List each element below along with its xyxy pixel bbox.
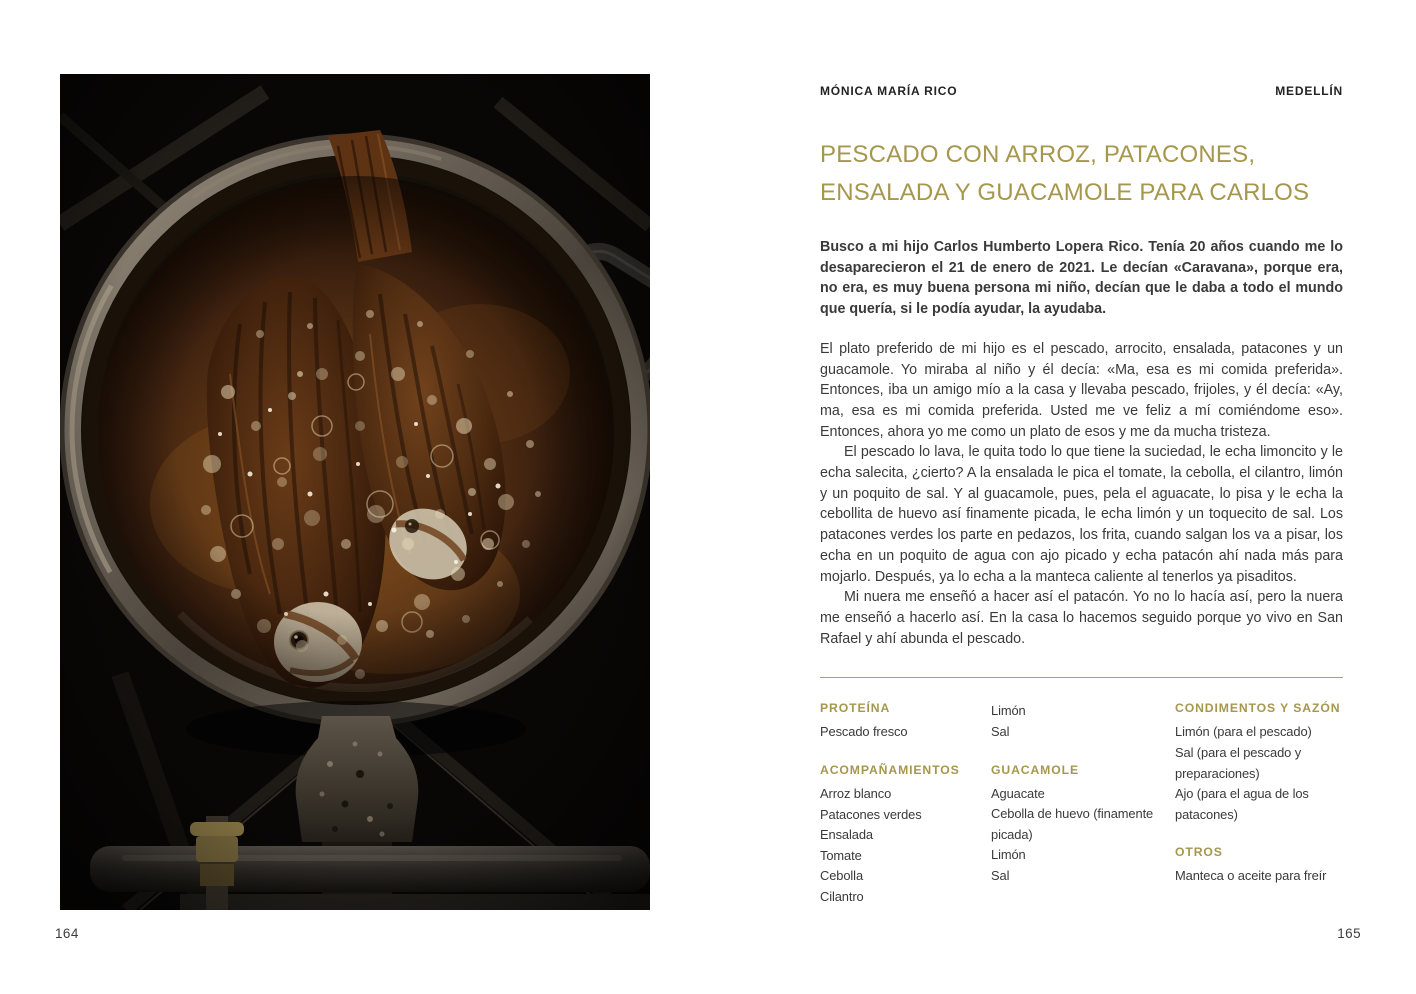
gold-divider-rule bbox=[820, 677, 1343, 678]
ingredient-item: Ensalada bbox=[820, 827, 873, 843]
ingredient-item: Sal bbox=[991, 723, 1010, 739]
ingredient-group-otros bbox=[1175, 845, 1343, 887]
ingredient-group-acompanamientos-continued bbox=[991, 701, 1161, 742]
ingredient-item: Manteca o aceite para freír bbox=[1175, 868, 1327, 884]
recipe-title-line2: ENSALADA Y GUACAMOLE PARA CARLOS bbox=[820, 179, 1310, 206]
ingredients-section bbox=[820, 701, 1343, 907]
intro-paragraph: Busco a mi hijo Carlos Humberto Lopera Rico. Tenía 20 años cuando me lo desaparecieron el 21 de enero de 2021. Le decían «Caravana», porque era, no era, es muy buena persona mi niño, decían que le daba a todo el mundo que quería, si le podía ayudar, la ayudaba. bbox=[820, 239, 1343, 318]
city-name: MEDELLÍN bbox=[1275, 84, 1343, 98]
ingredient-item: Patacones verdes bbox=[820, 806, 922, 822]
ingredient-item: Limón (para el pescado) bbox=[1175, 724, 1312, 740]
ingredient-group-label: PROTEÍNA bbox=[820, 701, 891, 716]
page-number-left: 164 bbox=[55, 926, 79, 941]
ingredient-group-proteina bbox=[820, 701, 977, 743]
ingredient-group-acompanamientos bbox=[820, 763, 977, 908]
ingredient-group-label: ACOMPAÑAMIENTOS bbox=[820, 762, 960, 777]
ingredient-item: Sal (para el pescado y preparaciones) bbox=[1175, 744, 1302, 781]
story-body bbox=[820, 339, 1343, 650]
page-number-right: 165 bbox=[1337, 926, 1361, 941]
ingredient-group-label: CONDIMENTOS Y SAZÓN bbox=[1175, 701, 1341, 716]
ingredient-group-label: OTROS bbox=[1175, 845, 1223, 860]
ingredients-column-2 bbox=[991, 701, 1161, 907]
ingredients-column-3 bbox=[1175, 701, 1343, 907]
ingredient-item: Aguacate bbox=[991, 785, 1045, 801]
ingredients-column-1 bbox=[820, 701, 977, 907]
ingredient-item: Ajo (para el agua de los patacones) bbox=[1175, 786, 1309, 822]
recipe-title bbox=[820, 136, 1343, 212]
ingredient-item: Cebolla de huevo (finamente picada) bbox=[991, 806, 1154, 842]
fried-fish-photo-illustration bbox=[60, 74, 650, 910]
ingredient-group-label: GUACAMOLE bbox=[991, 762, 1079, 777]
ingredient-item: Sal bbox=[991, 867, 1010, 883]
recipe-page bbox=[820, 84, 1343, 908]
ingredient-item: Pescado fresco bbox=[820, 724, 908, 740]
ingredient-item: Cebolla bbox=[820, 868, 864, 884]
recipe-photo bbox=[60, 74, 650, 910]
ingredient-group-guacamole bbox=[991, 763, 1161, 887]
ingredient-item: Arroz blanco bbox=[820, 785, 892, 801]
ingredient-item: Tomate bbox=[820, 847, 862, 863]
story-paragraph: Mi nuera me enseñó a hacer así el patacón. Yo no lo hacía así, pero la nuera me enseñó a hacerlo así. En la casa lo hacemos seguido porque yo vivo en San Rafael y ahí abunda el pescado. bbox=[820, 589, 1343, 647]
byline-row bbox=[820, 84, 1343, 98]
story-paragraph: El plato preferido de mi hijo es el pescado, arrocito, ensalada, patacones y un guacamole. Yo miraba al niño y él decía: «Ma, esa es mi comida preferida». Entonces, iba un amigo mío a la casa y llevaba pescado, frijoles, y él decía: «Ay, ma, esa es mi comida preferida. Usted me ve feliz a mí comiéndome eso». Entonces, ahora yo me como un plato de esos y me da mucha tristeza. bbox=[820, 340, 1343, 440]
story-paragraph: El pescado lo lava, le quita todo lo que tiene la suciedad, le echa limoncito y le echa salecita, ¿cierto? A la ensalada le pica el tomate, la cebolla, el cilantro, limón y un poquito de sal. Y al guacamole, pues, pela el aguacate, lo pisa y le echa la cebollita de huevo así finamente picada, le echa limón y un toquecito de sal. Los patacones verdes los parte en pedazos, los frita, cuando salgan los va a pisar, los echa en un poquito de agua con ajo picado y echa patacón ahí nada más para mojarlo. Después, ya lo echa a la manteca caliente al tenerlos ya pisaditos. bbox=[820, 444, 1343, 585]
author-name: MÓNICA MARÍA RICO bbox=[820, 84, 958, 98]
ingredient-group-condimentos bbox=[1175, 701, 1343, 825]
ingredient-item: Limón bbox=[991, 703, 1026, 719]
ingredient-item: Cilantro bbox=[820, 888, 864, 904]
recipe-title-line1: PESCADO CON ARROZ, PATACONES, bbox=[820, 141, 1256, 168]
ingredient-item: Limón bbox=[991, 847, 1026, 863]
